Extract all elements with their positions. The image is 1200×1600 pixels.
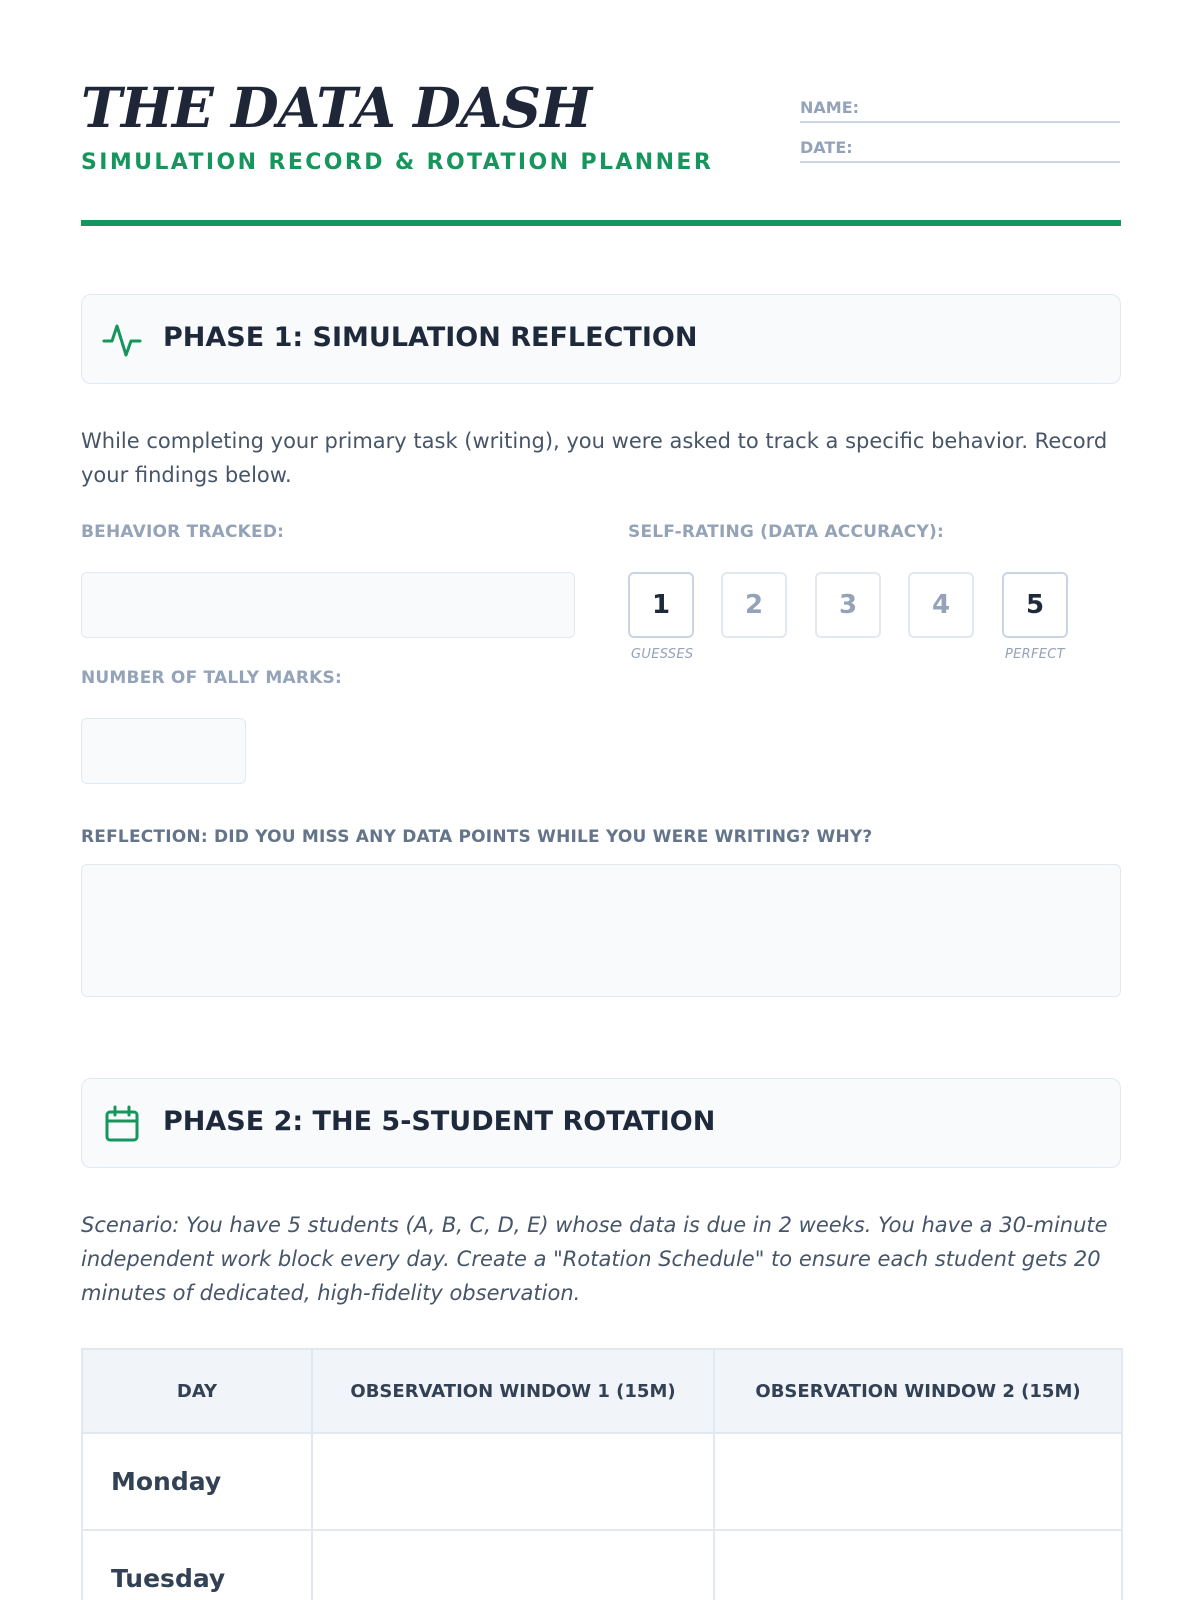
table-row — [82, 1433, 1122, 1530]
activity-pulse-icon — [102, 320, 142, 360]
name-label: NAME: — [800, 98, 860, 117]
day-cell-monday: Monday — [82, 1433, 312, 1530]
tally-input[interactable] — [81, 718, 246, 784]
rating-option-1[interactable]: 1 — [628, 572, 694, 638]
phase1-header — [81, 294, 1121, 384]
self-rating-label: SELF-RATING (DATA ACCURACY): — [628, 522, 944, 542]
phase1-title: PHASE 1: SIMULATION REFLECTION — [163, 322, 698, 353]
calendar-icon — [102, 1104, 142, 1144]
table-row — [82, 1530, 1122, 1600]
header-divider — [81, 220, 1121, 226]
behavior-input[interactable] — [81, 572, 575, 638]
tally-label: NUMBER OF TALLY MARKS: — [81, 668, 342, 688]
phase2-title: PHASE 2: THE 5-STUDENT ROTATION — [163, 1106, 716, 1137]
page-title: THE DATA DASH — [81, 75, 592, 140]
window1-cell[interactable] — [312, 1530, 714, 1600]
behavior-label: BEHAVIOR TRACKED: — [81, 522, 285, 542]
window2-cell[interactable] — [714, 1530, 1122, 1600]
window1-cell[interactable] — [312, 1433, 714, 1530]
name-field[interactable] — [800, 98, 1120, 123]
reflection-textarea[interactable] — [81, 864, 1121, 997]
reflection-label: REFLECTION: DID YOU MISS ANY DATA POINTS WHILE YOU WERE WRITING? WHY? — [81, 827, 873, 847]
rating-option-4[interactable]: 4 — [908, 572, 974, 638]
table-header-row — [82, 1349, 1122, 1433]
rating-option-3[interactable]: 3 — [815, 572, 881, 638]
column-header-window2: OBSERVATION WINDOW 2 (15M) — [714, 1349, 1122, 1433]
rating-option-2[interactable]: 2 — [721, 572, 787, 638]
rating-low-caption: GUESSES — [631, 647, 694, 662]
date-field[interactable] — [800, 138, 1120, 163]
column-header-day: DAY — [82, 1349, 312, 1433]
column-header-window1: OBSERVATION WINDOW 1 (15M) — [312, 1349, 714, 1433]
day-cell-tuesday: Tuesday — [82, 1530, 312, 1600]
date-label: DATE: — [800, 138, 853, 157]
phase2-scenario: Scenario: You have 5 students (A, B, C, D, E) whose data is due in 2 weeks. You have a 30-minute independent work block every day. Create a "Rotation Schedule" to ensure each student gets 20 minutes of dedicated, high-fidelity observation. — [81, 1213, 1108, 1305]
phase1-intro: While completing your primary task (writing), you were asked to track a specific behavior. Record your findings below. — [81, 429, 1108, 487]
rating-high-caption: PERFECT — [1005, 647, 1065, 662]
rotation-schedule-table — [81, 1348, 1123, 1600]
phase2-header — [81, 1078, 1121, 1168]
window2-cell[interactable] — [714, 1433, 1122, 1530]
page-subtitle: SIMULATION RECORD & ROTATION PLANNER — [81, 150, 714, 175]
rating-option-5[interactable]: 5 — [1002, 572, 1068, 638]
